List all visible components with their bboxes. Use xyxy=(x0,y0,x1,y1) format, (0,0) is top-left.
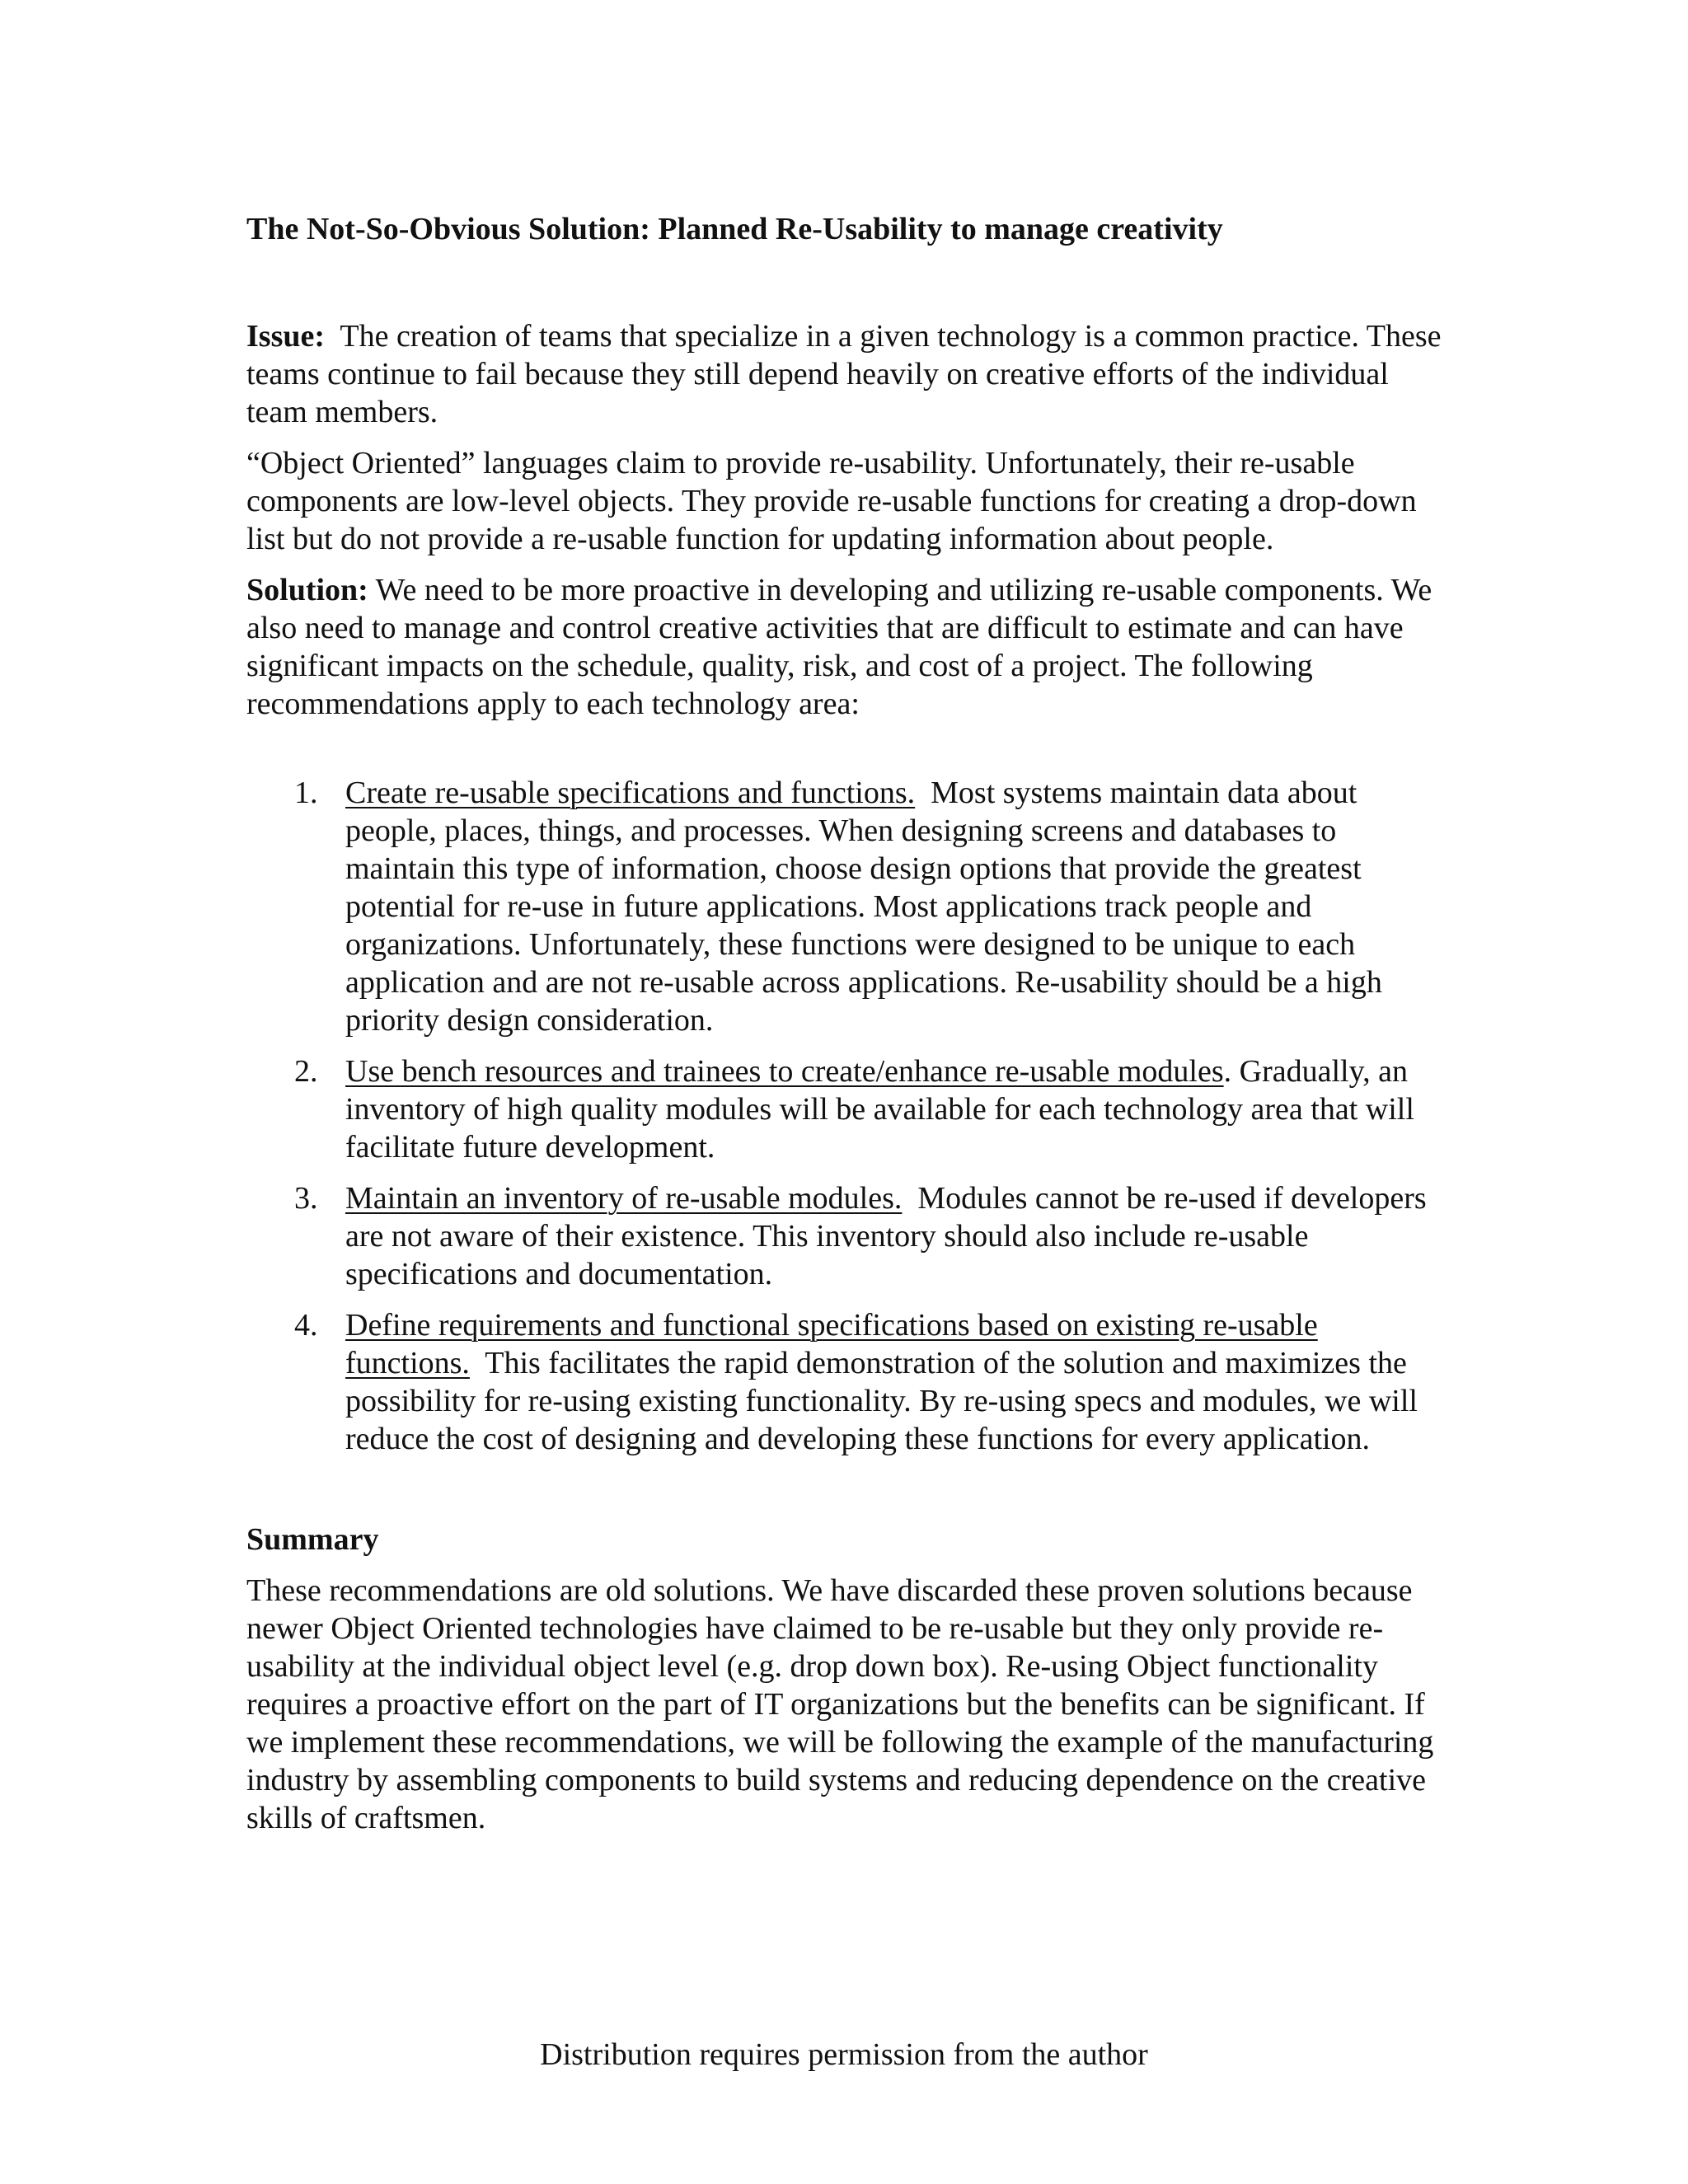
recommendations-list xyxy=(246,774,1450,1458)
recommendation-number: 3. xyxy=(294,1181,318,1216)
recommendation-heading: Create re-usable specifications and functions. xyxy=(345,776,916,810)
summary-paragraph: These recommendations are old solutions. We have discarded these proven solutions because newer Object Oriented technologies have claimed to be re-usable but they only provide re-usability at the individual object level (e.g. drop down box). Re-using Object functionality requires a proactive effort on the part of IT organizations but the benefits can be significant. If we implement these recommendations, we will be following the example of the manufacturing industry by assembling components to build systems and reducing dependence on the creative skills of craftsmen. xyxy=(246,1573,1434,1835)
solution-text: We need to be more proactive in developing and utilizing re-usable components. We also need to manage and control creative activities that are difficult to estimate and can have significant impacts on the schedule, quality, risk, and cost of a project. The following recommendations apply to each technology area: xyxy=(246,573,1432,721)
solution-label: Solution: xyxy=(246,573,368,607)
recommendation-text: Modules cannot be re-used if developers are not aware of their existence. This inventory should also include re-usable specifications and documentation. xyxy=(345,1181,1427,1291)
recommendation-heading: Use bench resources and trainees to create/enhance re-usable modules xyxy=(345,1054,1224,1089)
recommendation-number: 2. xyxy=(294,1054,318,1089)
object-oriented-paragraph: “Object Oriented” languages claim to provide re-usability. Unfortunately, their re-usable components are low-level objects. They provide re-usable functions for creating a drop-down list but do not provide a re-usable function for updating information about people. xyxy=(246,446,1417,556)
solution-paragraph xyxy=(246,571,1450,723)
recommendation-item xyxy=(246,774,1450,1039)
recommendation-text: This facilitates the rapid demonstration of the solution and maximizes the possibility for re-using existing functionality. By re-using specs and modules, we will reduce the cost of designing and developing these functions for every application. xyxy=(345,1346,1418,1456)
document-title: The Not-So-Obvious Solution: Planned Re-Usability to manage creativity xyxy=(246,212,1223,246)
recommendation-text: . Gradually, an inventory of high quality modules will be available for each technology area that will facilitate future development. xyxy=(345,1054,1414,1165)
recommendation-heading: Define requirements and functional specifications based on existing re-usable functions. xyxy=(345,1308,1318,1380)
summary-heading: Summary xyxy=(246,1522,379,1557)
issue-paragraph xyxy=(246,317,1450,431)
recommendation-item xyxy=(246,1179,1450,1293)
recommendation-number: 1. xyxy=(294,776,318,810)
recommendation-heading: Maintain an inventory of re-usable modules. xyxy=(345,1181,903,1216)
recommendation-item xyxy=(246,1306,1450,1458)
recommendation-text: Most systems maintain data about people, places, things, and processes. When designing screens and databases to maintain this type of information, choose design options that provide the greatest potential for re-use in future applications. Most applications track people and organizations. Unfortunately, these functions were designed to be unique to each application and are not re-usable across applications. Re-usability should be a high priority design consideration. xyxy=(345,776,1382,1038)
page-footer: Distribution requires permission from the author xyxy=(540,2037,1148,2072)
issue-text: The creation of teams that specialize in a given technology is a common practice. These teams continue to fail because they still depend heavily on creative efforts of the individual team members. xyxy=(246,319,1442,429)
document-body xyxy=(246,210,1450,1850)
issue-label: Issue: xyxy=(246,319,326,354)
recommendation-number: 4. xyxy=(294,1308,318,1343)
recommendation-item xyxy=(246,1052,1450,1166)
